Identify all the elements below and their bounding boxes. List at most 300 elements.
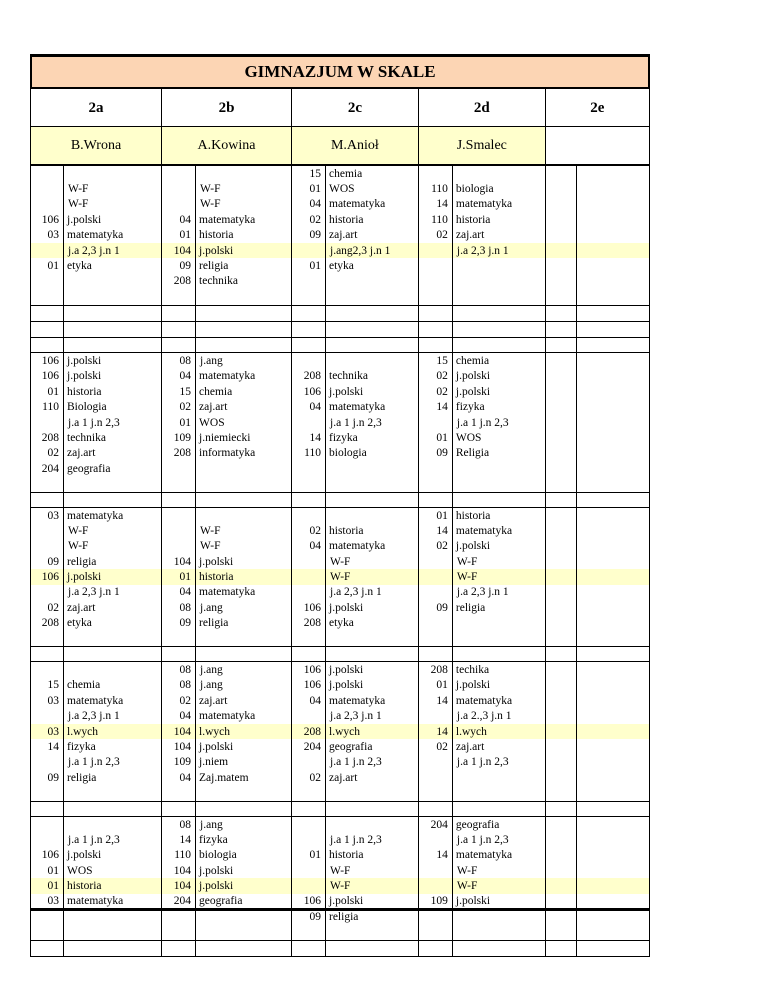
room-number: 01 [418, 430, 452, 445]
separator-cell [452, 647, 545, 662]
subject-cell: j.polski [196, 554, 292, 569]
room-number [162, 940, 196, 956]
subject-cell: religia [64, 770, 162, 785]
separator-cell [452, 801, 545, 816]
room-number: 204 [162, 894, 196, 909]
room-number [418, 863, 452, 878]
subject-cell: zaj.art [452, 228, 545, 243]
room-number [418, 631, 452, 647]
subject-cell: j.a 2,3 j.n 1 [64, 709, 162, 724]
subject-cell [576, 909, 649, 924]
subject-cell: W-F [452, 554, 545, 569]
room-number: 08 [162, 678, 196, 693]
room-number [545, 832, 576, 847]
separator-cell [326, 492, 419, 507]
room-number: 208 [162, 274, 196, 289]
room-number: 02 [31, 446, 64, 461]
room-number: 14 [418, 724, 452, 739]
lesson-row [31, 739, 650, 754]
separator-cell [64, 492, 162, 507]
subject-cell: j.a 2,3 j.n 1 [64, 243, 162, 258]
subject-cell: fizyka [64, 739, 162, 754]
room-number: 109 [418, 894, 452, 909]
subject-cell [576, 569, 649, 584]
room-number [291, 321, 325, 337]
room-number [545, 848, 576, 863]
subject-cell [576, 539, 649, 554]
subject-cell: WOS [64, 863, 162, 878]
subject-cell: j.polski [452, 539, 545, 554]
room-number [545, 507, 576, 523]
room-number [162, 181, 196, 196]
room-number [545, 415, 576, 430]
lesson-row [31, 554, 650, 569]
separator-cell [452, 338, 545, 353]
room-number: 204 [418, 816, 452, 832]
room-number: 106 [291, 384, 325, 399]
room-number: 09 [291, 909, 325, 924]
subject-cell [576, 415, 649, 430]
separator-cell [64, 801, 162, 816]
subject-cell [452, 274, 545, 289]
subject-cell: religia [326, 909, 419, 924]
separator-cell [576, 801, 649, 816]
room-number [31, 940, 64, 956]
subject-cell: j.polski [452, 369, 545, 384]
separator-cell [326, 338, 419, 353]
room-number [291, 755, 325, 770]
subject-cell [64, 925, 162, 941]
separator-cell [196, 801, 292, 816]
subject-cell: matematyka [452, 848, 545, 863]
room-number: 106 [291, 662, 325, 678]
lesson-row [31, 662, 650, 678]
subject-cell [196, 476, 292, 492]
subject-cell: j.a 1 j.n 2,3 [64, 415, 162, 430]
room-number: 204 [31, 461, 64, 476]
subject-cell: historia [452, 507, 545, 523]
subject-cell: geografia [64, 461, 162, 476]
teacher-name: B.Wrona [31, 127, 162, 166]
room-number [31, 909, 64, 924]
subject-cell: zaj.art [196, 399, 292, 414]
room-number [31, 662, 64, 678]
subject-cell [196, 165, 292, 181]
subject-cell [452, 165, 545, 181]
teacher-name: A.Kowina [162, 127, 292, 166]
room-number [418, 569, 452, 584]
subject-cell: zaj.art [452, 739, 545, 754]
subject-cell [576, 878, 649, 893]
lesson-row [31, 770, 650, 785]
subject-cell [452, 321, 545, 337]
subject-cell [64, 785, 162, 801]
subject-cell: religia [196, 616, 292, 631]
room-number [31, 181, 64, 196]
separator-cell [162, 338, 196, 353]
room-number [418, 476, 452, 492]
class-header-row [31, 89, 650, 127]
lesson-row [31, 353, 650, 369]
class-name-2a: 2a [31, 89, 162, 127]
subject-cell: zaj.art [64, 446, 162, 461]
subject-cell: j.polski [326, 678, 419, 693]
room-number: 106 [291, 600, 325, 615]
room-number [291, 289, 325, 305]
subject-cell [576, 848, 649, 863]
separator-cell [196, 338, 292, 353]
subject-cell: WOS [452, 430, 545, 445]
subject-cell [576, 724, 649, 739]
subject-cell: j.polski [64, 569, 162, 584]
room-number: 03 [31, 228, 64, 243]
room-number: 01 [418, 678, 452, 693]
subject-cell [576, 274, 649, 289]
subject-cell [576, 461, 649, 476]
subject-cell: j.ang [196, 678, 292, 693]
room-number [545, 258, 576, 273]
subject-cell [576, 585, 649, 600]
room-number: 04 [162, 585, 196, 600]
separator-cell [291, 492, 325, 507]
subject-cell: j.a 1 j.n 2,3 [326, 415, 419, 430]
room-number [31, 755, 64, 770]
lesson-row [31, 539, 650, 554]
subject-cell [64, 940, 162, 956]
subject-cell: l.wych [196, 724, 292, 739]
lesson-row [31, 212, 650, 227]
room-number: 03 [31, 724, 64, 739]
separator-cell [31, 338, 64, 353]
room-number: 04 [162, 212, 196, 227]
separator-cell [326, 801, 419, 816]
timetable-grid [30, 89, 650, 957]
class-name-2b: 2b [162, 89, 292, 127]
subject-cell: matematyka [196, 212, 292, 227]
subject-cell: fizyka [196, 832, 292, 847]
room-number [31, 585, 64, 600]
room-number: 106 [31, 569, 64, 584]
subject-cell: WOS [326, 181, 419, 196]
subject-cell [576, 399, 649, 414]
subject-cell: matematyka [196, 585, 292, 600]
subject-cell [452, 770, 545, 785]
subject-cell [576, 305, 649, 321]
room-number [291, 925, 325, 941]
class-name-2e: 2e [545, 89, 649, 127]
subject-cell [326, 925, 419, 941]
room-number [545, 785, 576, 801]
room-number: 106 [31, 848, 64, 863]
subject-cell [196, 461, 292, 476]
subject-cell: j.polski [326, 600, 419, 615]
separator-cell [64, 647, 162, 662]
subject-cell: j.ang [196, 662, 292, 678]
room-number [545, 539, 576, 554]
lesson-row [31, 258, 650, 273]
subject-cell: matematyka [64, 894, 162, 909]
room-number [31, 816, 64, 832]
room-number [545, 894, 576, 909]
room-number [545, 909, 576, 924]
lesson-row [31, 940, 650, 956]
room-number: 04 [162, 369, 196, 384]
subject-cell [576, 197, 649, 212]
room-number: 02 [31, 600, 64, 615]
separator-cell [291, 647, 325, 662]
room-number: 14 [162, 832, 196, 847]
subject-cell: historia [326, 212, 419, 227]
room-number [545, 430, 576, 445]
room-number: 09 [31, 554, 64, 569]
room-number: 104 [162, 878, 196, 893]
subject-cell: j.polski [64, 353, 162, 369]
subject-cell [576, 228, 649, 243]
room-number [545, 274, 576, 289]
room-number [545, 925, 576, 941]
separator-cell [31, 492, 64, 507]
room-number [31, 523, 64, 538]
room-number: 14 [418, 523, 452, 538]
room-number: 08 [162, 600, 196, 615]
lesson-row [31, 816, 650, 832]
room-number: 02 [418, 228, 452, 243]
room-number [418, 832, 452, 847]
subject-cell [196, 631, 292, 647]
room-number: 03 [31, 507, 64, 523]
subject-cell: matematyka [452, 197, 545, 212]
subject-cell [452, 461, 545, 476]
subject-cell: historia [64, 878, 162, 893]
separator-cell [545, 801, 576, 816]
subject-cell: j.niem [196, 755, 292, 770]
room-number [418, 165, 452, 181]
subject-cell [64, 305, 162, 321]
subject-cell: W-F [64, 197, 162, 212]
room-number [162, 476, 196, 492]
subject-cell: technika [64, 430, 162, 445]
lesson-row [31, 909, 650, 924]
subject-cell [326, 274, 419, 289]
room-number [418, 925, 452, 941]
subject-cell: etyka [64, 616, 162, 631]
subject-cell [326, 785, 419, 801]
room-number [418, 554, 452, 569]
subject-cell: j.a 1 j.n 2,3 [64, 832, 162, 847]
room-number: 02 [418, 739, 452, 754]
subject-cell: zaj.art [196, 693, 292, 708]
lesson-row [31, 755, 650, 770]
room-number: 02 [418, 369, 452, 384]
room-number: 14 [291, 430, 325, 445]
room-number: 02 [291, 212, 325, 227]
room-number: 208 [291, 616, 325, 631]
subject-cell: j.polski [196, 243, 292, 258]
subject-cell [576, 430, 649, 445]
room-number [418, 289, 452, 305]
lesson-row [31, 616, 650, 631]
room-number [291, 461, 325, 476]
room-number [291, 863, 325, 878]
teacher-name: J.Smalec [418, 127, 545, 166]
subject-cell: zaj.art [326, 228, 419, 243]
room-number: 01 [291, 848, 325, 863]
room-number: 208 [291, 369, 325, 384]
lesson-row [31, 848, 650, 863]
subject-cell: W-F [196, 539, 292, 554]
room-number [31, 415, 64, 430]
room-number [545, 476, 576, 492]
room-number [31, 165, 64, 181]
room-number [31, 243, 64, 258]
room-number: 106 [291, 894, 325, 909]
room-number: 208 [31, 430, 64, 445]
subject-cell: W-F [196, 523, 292, 538]
lesson-row [31, 399, 650, 414]
room-number [291, 476, 325, 492]
subject-cell: j.polski [452, 384, 545, 399]
room-number [418, 415, 452, 430]
subject-cell: historia [452, 212, 545, 227]
room-number: 09 [291, 228, 325, 243]
subject-cell [452, 925, 545, 941]
room-number [291, 507, 325, 523]
room-number [162, 539, 196, 554]
room-number [418, 909, 452, 924]
room-number [162, 523, 196, 538]
subject-cell: Zaj.matem [196, 770, 292, 785]
lesson-row [31, 569, 650, 584]
room-number [418, 321, 452, 337]
room-number [162, 785, 196, 801]
room-number: 106 [31, 212, 64, 227]
subject-cell: j.polski [64, 848, 162, 863]
room-number [291, 305, 325, 321]
subject-cell: techika [452, 662, 545, 678]
subject-cell [326, 289, 419, 305]
subject-cell: W-F [64, 523, 162, 538]
room-number [31, 274, 64, 289]
room-number [545, 755, 576, 770]
subject-cell [64, 909, 162, 924]
room-number [31, 305, 64, 321]
subject-cell: W-F [452, 863, 545, 878]
subject-cell [196, 321, 292, 337]
subject-cell: W-F [196, 197, 292, 212]
lesson-row [31, 600, 650, 615]
room-number [418, 755, 452, 770]
room-number: 02 [418, 539, 452, 554]
separator-cell [326, 647, 419, 662]
subject-cell: matematyka [326, 197, 419, 212]
room-number [291, 878, 325, 893]
room-number: 110 [291, 446, 325, 461]
subject-cell: j.polski [326, 384, 419, 399]
subject-cell: etyka [326, 258, 419, 273]
room-number: 08 [162, 662, 196, 678]
lesson-row [31, 709, 650, 724]
subject-cell: Religia [452, 446, 545, 461]
room-number [545, 554, 576, 569]
room-number: 04 [291, 693, 325, 708]
subject-cell: matematyka [196, 369, 292, 384]
lesson-row [31, 832, 650, 847]
page-title: GIMNAZJUM W SKALE [30, 54, 650, 89]
room-number: 01 [291, 258, 325, 273]
room-number [545, 243, 576, 258]
room-number [418, 585, 452, 600]
room-number [545, 321, 576, 337]
separator-cell [162, 492, 196, 507]
subject-cell [576, 940, 649, 956]
room-number [31, 476, 64, 492]
subject-cell [576, 321, 649, 337]
room-number: 09 [162, 258, 196, 273]
room-number [162, 289, 196, 305]
room-number: 14 [31, 739, 64, 754]
separator-cell [162, 647, 196, 662]
subject-cell [326, 321, 419, 337]
subject-cell: matematyka [452, 523, 545, 538]
subject-cell: j.a 2,3 j.n 1 [326, 585, 419, 600]
subject-cell [326, 305, 419, 321]
lesson-row [31, 446, 650, 461]
subject-cell: j.polski [326, 894, 419, 909]
room-number: 02 [418, 384, 452, 399]
room-number [291, 585, 325, 600]
room-number: 14 [418, 848, 452, 863]
lesson-row [31, 631, 650, 647]
separator-cell [64, 338, 162, 353]
lesson-row [31, 165, 650, 181]
subject-cell [576, 523, 649, 538]
room-number: 104 [162, 243, 196, 258]
subject-cell [576, 662, 649, 678]
lesson-row [31, 321, 650, 337]
subject-cell: j.polski [64, 212, 162, 227]
subject-cell [576, 353, 649, 369]
subject-cell [326, 631, 419, 647]
lesson-row [31, 693, 650, 708]
subject-cell [576, 863, 649, 878]
room-number [162, 507, 196, 523]
room-number [545, 693, 576, 708]
room-number: 02 [162, 693, 196, 708]
subject-cell [196, 909, 292, 924]
room-number: 04 [291, 399, 325, 414]
subject-cell [576, 554, 649, 569]
room-number: 15 [31, 678, 64, 693]
room-number [162, 631, 196, 647]
separator-cell [545, 338, 576, 353]
subject-cell: religia [196, 258, 292, 273]
subject-cell: j.polski [326, 662, 419, 678]
class-name-2d: 2d [418, 89, 545, 127]
separator-cell [31, 647, 64, 662]
separator-cell [418, 338, 452, 353]
subject-cell: religia [64, 554, 162, 569]
subject-cell: religia [452, 600, 545, 615]
subject-cell: j.ang [196, 816, 292, 832]
room-number [291, 243, 325, 258]
room-number: 104 [162, 724, 196, 739]
room-number [545, 585, 576, 600]
room-number [545, 600, 576, 615]
room-number [31, 631, 64, 647]
room-number [291, 415, 325, 430]
subject-cell [576, 739, 649, 754]
subject-cell: fizyka [452, 399, 545, 414]
